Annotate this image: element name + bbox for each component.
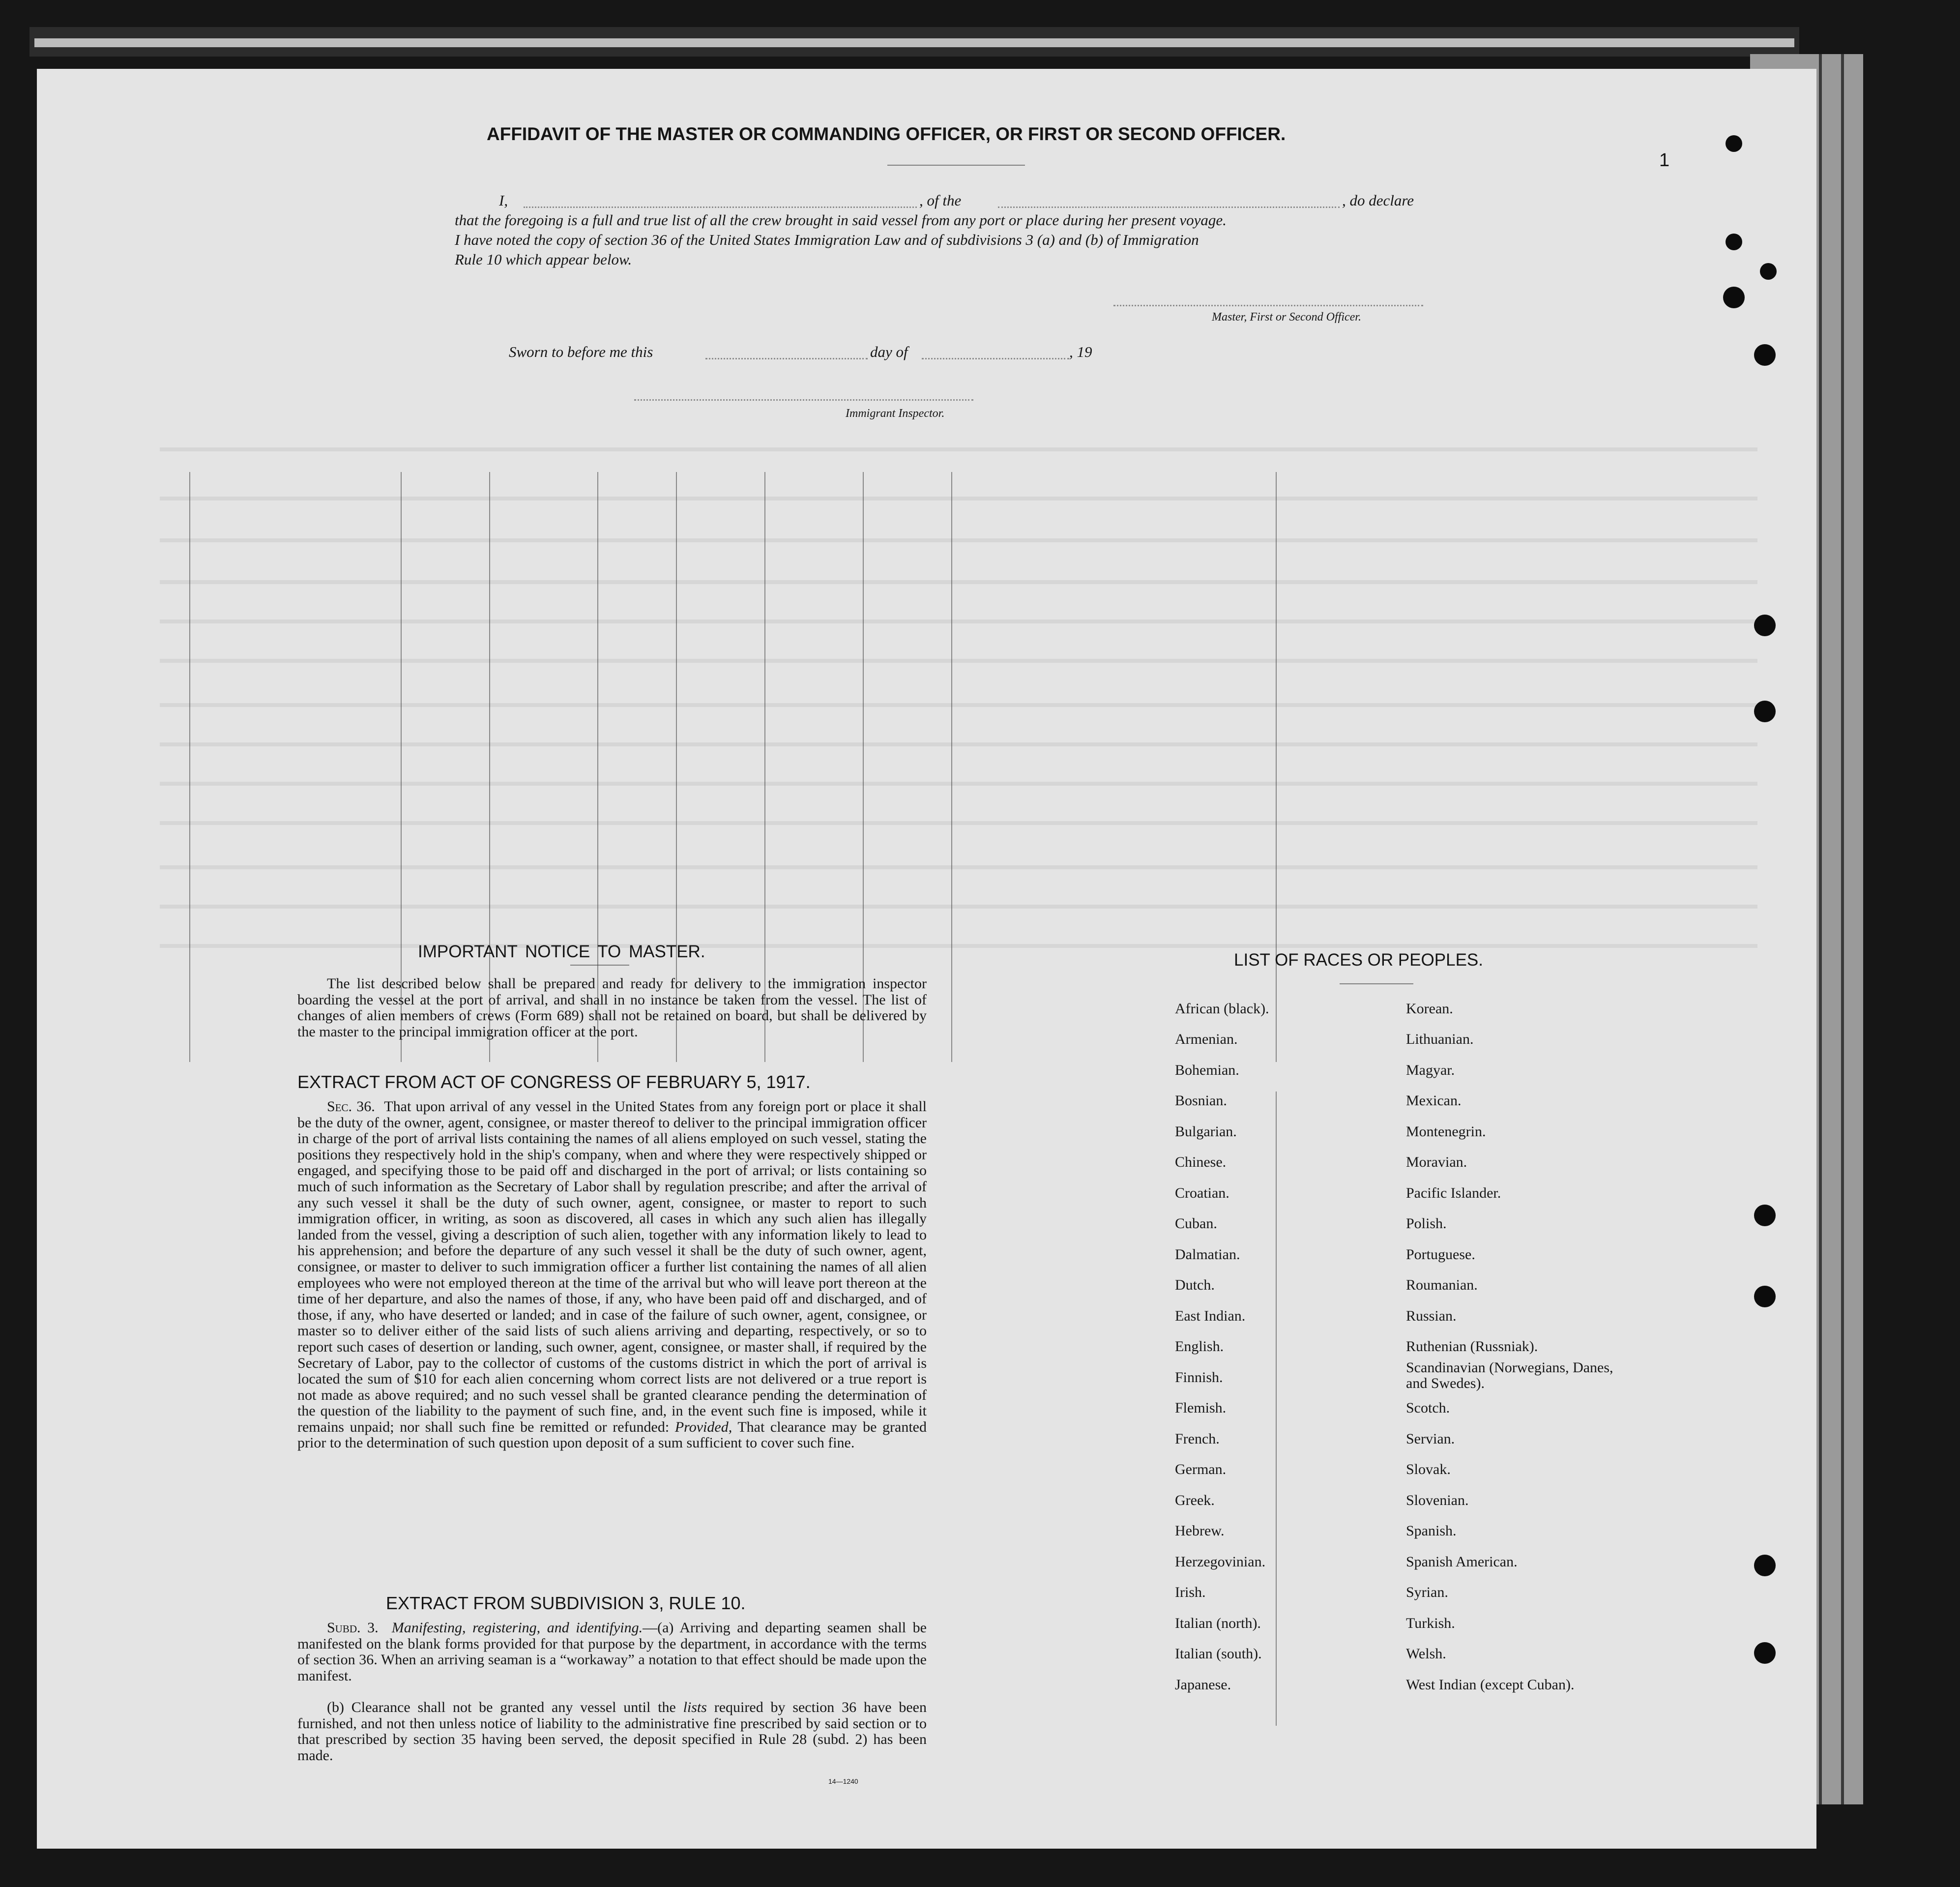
sworn-day-blank bbox=[705, 358, 868, 359]
act-body-text: That upon arrival of any vessel in the United States from any foreign port or place it shall be the duty of the owner, agent, consignee, or master thereof to deliver to the principal immigration officer in charge of the port of arrival lists containing the names of all aliens employed on such vessel, stating the positions they respectively hold in the ship's company, when and where they were respectively shipped or engaged, and specifying those to be paid off and discharged in the port of arrival; or lists containing so much of such information as the Secretary of Labor shall by regulation prescribe; and after the arrival of any such vessel it shall be the duty of such owner, agent, consignee, or master to report to such immigration officer, in writing, as soon as discovered, all cases in which any such alien has illegally landed from the vessel, giving a description of such alien, together with any information likely to lead to his apprehension; and before the departure of any such vessel it shall be the duty of such owner, agent, consignee, or master to deliver to such immigration officer a further list containing the names of all alien employees who were not employed thereon at the time of the arrival but who will leave port thereon at the time of her departure, and also the names of those, if any, who have been paid off and discharged, and of those, if any, who have deserted or landed; and in case of the failure of such owner, agent, consignee, or master so to deliver either of the said lists of such aliens arriving and departing, respectively, or so to report such cases of desertion or landing, such owner, agent, consignee, or master shall, if required by the Secretary of Labor, pay to the collector of customs of the customs district in which the port of arrival is located the sum of $10 for each alien concerning whom correct lists are not delivered or a true report is not made as above required; and no such vessel shall be granted clearance pending the determination of the question of the liability to the payment of such fine, and, in the event such fine is imposed, while it remains unpaid; nor shall such fine be remitted or refunded: bbox=[297, 1098, 927, 1435]
bleed-through-row bbox=[160, 742, 1757, 746]
affidavit-line-3: I have noted the copy of section 36 of the United States Immigration Law and of subdivisions 3 (a) and (b) of Immigration bbox=[455, 231, 1199, 248]
column-rule bbox=[401, 472, 402, 1062]
bleed-through-row bbox=[160, 497, 1757, 501]
bleed-through-row bbox=[160, 538, 1757, 542]
affidavit-line-2: that the foregoing is a full and true list of all the crew brought in said vessel from any port or place during her present voyage. bbox=[455, 211, 1227, 229]
column-rule bbox=[764, 472, 765, 1062]
race-item: Cuban. bbox=[1175, 1215, 1217, 1232]
race-item: Greek. bbox=[1175, 1492, 1215, 1508]
race-item: Armenian. bbox=[1175, 1031, 1238, 1047]
subdivision-title: Manifesting, registering, and identifying. bbox=[391, 1620, 643, 1636]
race-item: Dutch. bbox=[1175, 1277, 1215, 1293]
provided-label: Provided, bbox=[674, 1418, 732, 1435]
section-label: Sec. 36. bbox=[327, 1098, 375, 1115]
punch-hole bbox=[1754, 1205, 1776, 1226]
race-item: Syrian. bbox=[1406, 1584, 1448, 1600]
sheet-edge-line bbox=[1841, 54, 1844, 1804]
signature-blank bbox=[1113, 305, 1423, 306]
race-item: Magyar. bbox=[1406, 1062, 1455, 1078]
sheet-edge-line bbox=[1819, 54, 1822, 1804]
day-of-label: day of bbox=[870, 343, 908, 360]
rule-para-b-text: required by section 36 have been furnished, and not then unless notice of liability to the administrative fine prescribed by said section or to that prescribed by section 35 having been served, the deposit specified in Rule 28 (subd. 2) has been made. bbox=[297, 1699, 927, 1764]
bleed-through-row bbox=[160, 580, 1757, 584]
race-item: Chinese. bbox=[1175, 1154, 1227, 1170]
race-item: Hebrew. bbox=[1175, 1523, 1225, 1539]
race-item: Bulgarian. bbox=[1175, 1123, 1237, 1140]
document-page bbox=[37, 69, 1816, 1849]
race-item: Polish. bbox=[1406, 1215, 1447, 1232]
punch-hole bbox=[1726, 135, 1742, 152]
punch-hole bbox=[1754, 1286, 1776, 1307]
year-label: , 19 bbox=[1069, 343, 1092, 360]
race-item: Bosnian. bbox=[1175, 1092, 1227, 1109]
act-body-end: That clearance may be granted prior to the determination of such question upon deposit of a sum sufficient to cover such fine. bbox=[297, 1418, 927, 1451]
race-item: Korean. bbox=[1406, 1001, 1453, 1017]
race-item: West Indian (except Cuban). bbox=[1406, 1677, 1575, 1693]
race-item: African (black). bbox=[1175, 1001, 1269, 1017]
column-rule bbox=[1276, 472, 1277, 1062]
signature-label: Master, First or Second Officer. bbox=[1212, 311, 1361, 324]
race-item: Bohemian. bbox=[1175, 1062, 1239, 1078]
punch-hole bbox=[1754, 1642, 1776, 1664]
punch-hole bbox=[1760, 263, 1777, 280]
race-item: French. bbox=[1175, 1431, 1220, 1447]
race-item: Japanese. bbox=[1175, 1677, 1231, 1693]
races-underline bbox=[1340, 983, 1413, 984]
bleed-through-row bbox=[160, 703, 1757, 707]
bleed-through-row bbox=[160, 447, 1757, 451]
race-item: Slovenian. bbox=[1406, 1492, 1469, 1508]
race-item: Croatian. bbox=[1175, 1185, 1229, 1201]
race-item: German. bbox=[1175, 1461, 1227, 1477]
act-heading: EXTRACT FROM ACT OF CONGRESS OF FEBRUARY 5, 1917. bbox=[297, 1072, 811, 1092]
rule-para-b-lists: lists bbox=[683, 1699, 707, 1715]
notice-underline bbox=[570, 965, 629, 966]
scan-top-strip bbox=[34, 38, 1794, 47]
rule-para-b-prefix: (b) Clearance shall not be granted any vessel until the bbox=[327, 1699, 676, 1715]
column-rule bbox=[951, 472, 952, 1062]
sworn-month-blank bbox=[922, 358, 1069, 359]
race-item: Montenegrin. bbox=[1406, 1123, 1486, 1140]
race-item: Herzegovinian. bbox=[1175, 1554, 1266, 1570]
affidavit-heading: AFFIDAVIT OF THE MASTER OR COMMANDING OFFICER, OR FIRST OR SECOND OFFICER. bbox=[487, 124, 1286, 144]
bleed-through-row bbox=[160, 905, 1757, 909]
subdivision-label: Subd. 3. bbox=[327, 1620, 379, 1636]
race-item: Mexican. bbox=[1406, 1092, 1462, 1109]
race-item: Turkish. bbox=[1406, 1615, 1455, 1631]
race-item: Irish. bbox=[1175, 1584, 1206, 1600]
column-rule bbox=[189, 472, 190, 1062]
punch-hole bbox=[1726, 234, 1742, 250]
races-heading: LIST OF RACES OR PEOPLES. bbox=[1234, 950, 1484, 970]
race-item: Italian (north). bbox=[1175, 1615, 1261, 1631]
race-item: Italian (south). bbox=[1175, 1646, 1262, 1662]
race-item: Dalmatian. bbox=[1175, 1246, 1240, 1263]
bleed-through-row bbox=[160, 865, 1757, 869]
race-item: Ruthenian (Russniak). bbox=[1406, 1338, 1538, 1355]
race-item: Portuguese. bbox=[1406, 1246, 1475, 1263]
punch-hole bbox=[1754, 615, 1776, 636]
race-item: Scotch. bbox=[1406, 1400, 1450, 1416]
race-item: Lithuanian. bbox=[1406, 1031, 1474, 1047]
rule-para-a-text: —(a) Arriving and departing seamen shall be manifested on the blank forms provided for that purpose by the department, in accordance with the terms of section 36. When an arriving seaman is a “workaway” a notation to that effect should be made upon the manifest. bbox=[297, 1620, 927, 1684]
act-body bbox=[297, 1099, 927, 1451]
race-item: Servian. bbox=[1406, 1431, 1455, 1447]
bleed-through-row bbox=[160, 944, 1757, 948]
punch-hole bbox=[1723, 287, 1745, 308]
inspector-blank bbox=[634, 399, 973, 401]
affidavit-of-the-label: , of the bbox=[919, 192, 962, 209]
bleed-through-row bbox=[160, 821, 1757, 825]
race-item: Flemish. bbox=[1175, 1400, 1227, 1416]
rule-heading: EXTRACT FROM SUBDIVISION 3, RULE 10. bbox=[386, 1593, 746, 1613]
race-item: Spanish American. bbox=[1406, 1554, 1518, 1570]
race-item: Roumanian. bbox=[1406, 1277, 1478, 1293]
column-rule bbox=[863, 472, 864, 1062]
column-rule bbox=[1276, 1091, 1277, 1726]
form-number: 14—1240 bbox=[828, 1777, 858, 1785]
affidavit-line-4: Rule 10 which appear below. bbox=[455, 251, 632, 268]
punch-hole bbox=[1754, 701, 1776, 722]
bleed-through-row bbox=[160, 659, 1757, 663]
punch-hole bbox=[1754, 344, 1776, 366]
column-rule bbox=[676, 472, 677, 1062]
page-number: 1 bbox=[1659, 150, 1670, 171]
race-item: Finnish. bbox=[1175, 1369, 1223, 1386]
column-rule bbox=[489, 472, 490, 1062]
race-item: Pacific Islander. bbox=[1406, 1185, 1501, 1201]
rule-para-a bbox=[297, 1620, 927, 1684]
notice-heading: IMPORTANT NOTICE TO MASTER. bbox=[418, 942, 705, 961]
column-rule bbox=[597, 472, 598, 1062]
bleed-through-row bbox=[160, 782, 1757, 786]
name-blank bbox=[524, 206, 917, 208]
rule-para-b bbox=[297, 1700, 927, 1764]
bleed-through-row bbox=[160, 619, 1757, 623]
race-item: Scandinavian (Norwegians, Danes, and Swedes). bbox=[1406, 1359, 1613, 1391]
affidavit-do-declare-label: , do declare bbox=[1342, 192, 1414, 209]
notice-body: The list described below shall be prepared and ready for delivery to the immigration inspector boarding the vessel at the port of arrival, and shall in no instance be taken from the vessel. The list of changes of alien members of crews (Form 689) shall not be retained on board, but shall be delivered by the master to the principal immigration officer at the port. bbox=[297, 975, 927, 1040]
punch-hole bbox=[1754, 1555, 1776, 1576]
race-item: Russian. bbox=[1406, 1308, 1457, 1324]
sworn-label: Sworn to before me this bbox=[509, 343, 653, 360]
vessel-blank bbox=[998, 206, 1340, 208]
race-item: Moravian. bbox=[1406, 1154, 1467, 1170]
race-item: Spanish. bbox=[1406, 1523, 1457, 1539]
inspector-label: Immigrant Inspector. bbox=[846, 407, 945, 420]
race-item: Welsh. bbox=[1406, 1646, 1446, 1662]
affidavit-i-label: I, bbox=[499, 192, 508, 209]
race-item: Slovak. bbox=[1406, 1461, 1451, 1477]
race-item: East Indian. bbox=[1175, 1308, 1246, 1324]
race-item: English. bbox=[1175, 1338, 1224, 1355]
heading-rule bbox=[887, 165, 1025, 166]
